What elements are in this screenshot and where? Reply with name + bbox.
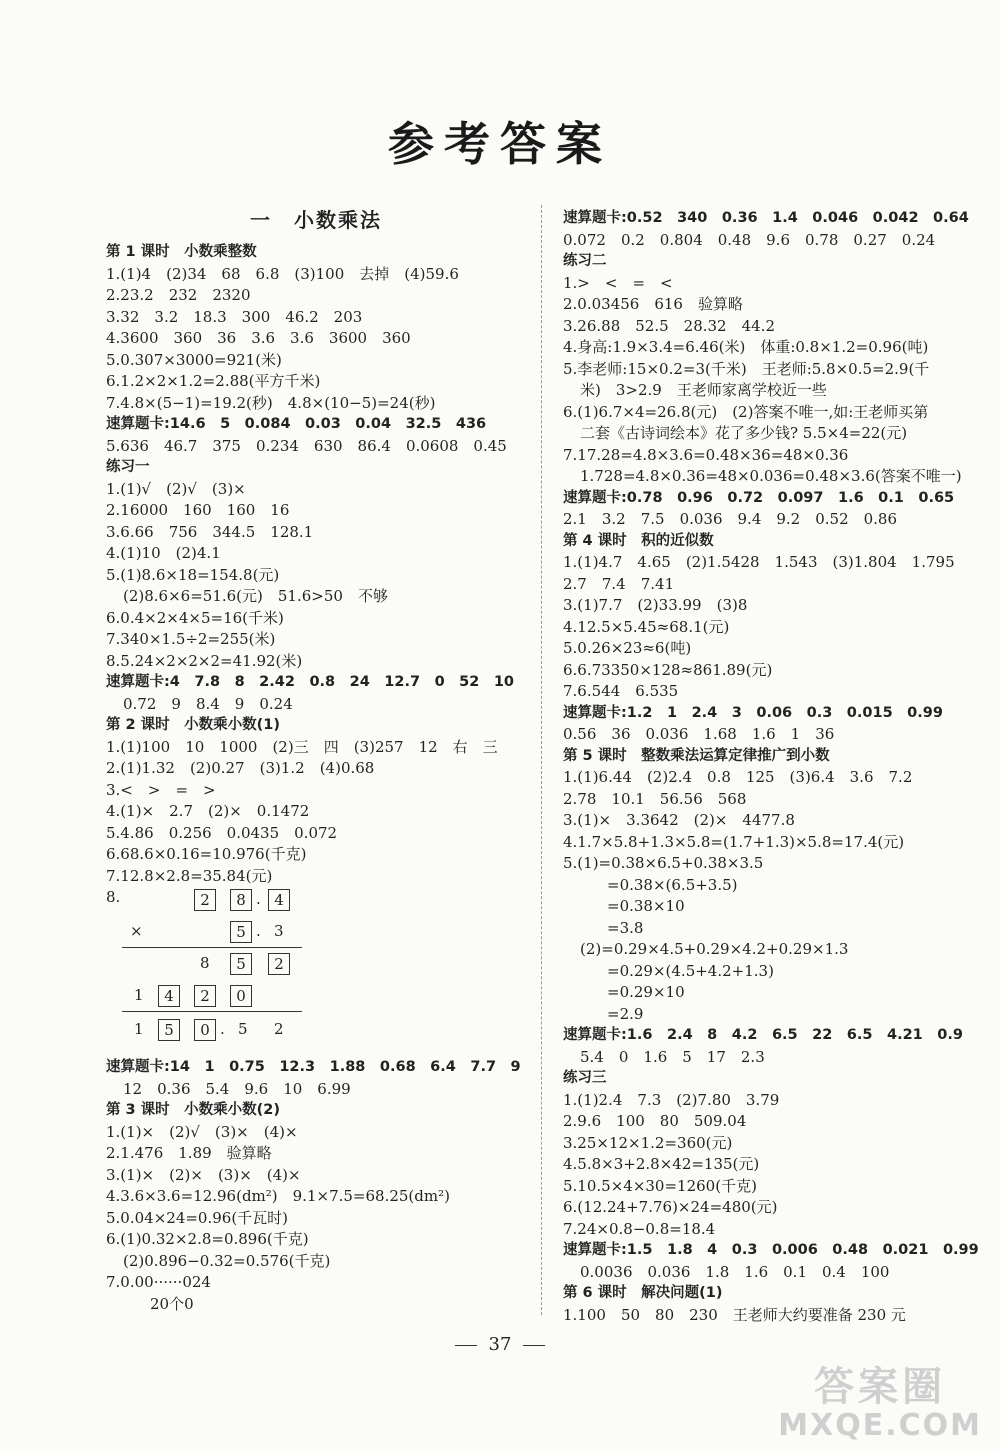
mult-digit: 5 — [238, 1020, 248, 1038]
mult-digit: . — [256, 890, 261, 908]
answer-line: =0.38×10 — [607, 897, 685, 915]
answer-line: 8.5.24×2×2×2=41.92(米) — [106, 651, 303, 670]
mult-digit: 1 — [134, 1020, 144, 1038]
mult-digit: 3 — [274, 922, 284, 940]
mult-box: 2 — [194, 985, 216, 1007]
answer-line: =0.38×(6.5+3.5) — [607, 875, 738, 894]
mult-sign: × — [130, 922, 143, 940]
answer-heading: 速算题卡:14 1 0.75 12.3 1.88 0.68 6.4 7.7 9 — [106, 1059, 521, 1075]
answer-line: 6.(12.24+7.76)×24=480(元) — [563, 1198, 778, 1216]
answer-heading: 练习三 — [563, 1070, 607, 1086]
answer-line: 4.(1)10 (2)4.1 — [106, 544, 221, 562]
answer-line: 6.6.73350×128≈861.89(元) — [563, 660, 773, 679]
answer-line: 2.1.476 1.89 验算略 — [106, 1144, 272, 1162]
answer-line: 1.> < = < — [563, 273, 673, 292]
mult-box: 2 — [194, 889, 216, 911]
right-answer-lines — [563, 208, 993, 1326]
mult-box: 0 — [194, 1019, 216, 1041]
column-divider — [541, 205, 542, 1315]
answer-line: 7.6.544 6.535 — [563, 682, 679, 700]
answer-line: 7.24×0.8−0.8=18.4 — [563, 1219, 716, 1238]
answer-line: 5.李老师:15×0.2=3(千米) 王老师:5.8×0.5=2.9(千 — [563, 359, 930, 378]
answer-line: 5.10.5×4×30=1260(千克) — [563, 1176, 757, 1195]
answer-heading: 速算题卡:4 7.8 8 2.42 0.8 24 12.7 0 52 10 — [106, 674, 515, 690]
answer-line: 2.9.6 100 80 509.04 — [563, 1112, 747, 1130]
answer-heading: 速算题卡:1.6 2.4 8 4.2 6.5 22 6.5 4.21 0.9 — [563, 1027, 963, 1043]
answer-line: 2.1 3.2 7.5 0.036 9.4 9.2 0.52 0.86 — [563, 510, 898, 528]
answer-line: 1.(1)× (2)√ (3)× (4)× — [106, 1122, 298, 1141]
answer-line: 3.(1)× (2)× (3)× (4)× — [106, 1165, 301, 1184]
answer-heading: 第 4 课时 积的近似数 — [563, 532, 714, 549]
answer-line: =0.29×(4.5+4.2+1.3) — [607, 961, 774, 980]
section-title: 一 小数乘法 — [250, 208, 382, 232]
answer-line: =0.29×10 — [607, 983, 685, 1001]
mult-box: 2 — [268, 953, 290, 975]
answer-line: 20个0 — [150, 1294, 194, 1313]
answer-line: (2)=0.29×4.5+0.29×4.2+0.29×1.3 — [580, 940, 849, 958]
mult-box: 4 — [268, 889, 290, 911]
answer-heading: 速算题卡:1.5 1.8 4 0.3 0.006 0.48 0.021 0.99 — [563, 1242, 979, 1258]
answer-heading: 速算题卡:0.78 0.96 0.72 0.097 1.6 0.1 0.65 — [563, 489, 955, 506]
answer-line: 2.78 10.1 56.56 568 — [563, 789, 747, 808]
answer-line: 5.636 46.7 375 0.234 630 86.4 0.0608 0.45 — [106, 436, 507, 455]
answer-line: 12 0.36 5.4 9.6 10 6.99 — [123, 1079, 351, 1098]
mult-digit: . — [220, 1020, 225, 1038]
answer-heading: 练习一 — [106, 459, 150, 475]
page-number: 37 — [0, 1334, 1000, 1355]
left-column — [106, 208, 526, 1315]
answer-heading: 练习二 — [563, 253, 607, 269]
answer-line: 1.728=4.8×0.36=48×0.036=0.48×3.6(答案不唯一) — [580, 467, 962, 485]
mult-box: 8 — [230, 889, 252, 911]
answer-line: 1.(1)4 (2)34 68 6.8 (3)100 去掉 (4)59.6 — [106, 264, 459, 283]
answer-line: 3.26.88 52.5 28.32 44.2 — [563, 316, 775, 335]
mult-box: 5 — [158, 1019, 180, 1041]
mult-box: 4 — [158, 985, 180, 1007]
left-answer-lines — [106, 242, 526, 887]
answer-line: 1.100 50 80 230 王老师大约要准备 230 元 — [563, 1305, 906, 1324]
mult-label: 8. — [106, 888, 121, 906]
watermark-logo: 答案圈 MXQE.COM — [778, 1364, 982, 1443]
answer-line: 5.4 0 1.6 5 17 2.3 — [580, 1047, 765, 1066]
answer-line: 7.340×1.5÷2=255(米) — [106, 630, 276, 648]
answer-line: 7.12.8×2.8=35.84(元) — [106, 866, 273, 885]
answer-line: 1.(1)2.4 7.3 (2)7.80 3.79 — [563, 1090, 780, 1109]
left-answer-lines-2 — [106, 1057, 526, 1315]
answer-line: 5.0.26×23≈6(吨) — [563, 639, 692, 657]
answer-line: (2)8.6×6=51.6(元) 51.6>50 不够 — [123, 587, 388, 605]
answer-line: 5.0.307×3000=921(米) — [106, 350, 282, 369]
mult-digit: 8 — [200, 954, 210, 972]
answer-heading: 速算题卡:0.52 340 0.36 1.4 0.046 0.042 0.64 — [563, 210, 969, 226]
answer-line: 二套《古诗词绘本》花了多少钱? 5.5×4=22(元) — [580, 424, 908, 442]
answer-line: 5.0.04×24=0.96(千瓦时) — [106, 1208, 289, 1227]
mult-box: 0 — [230, 985, 252, 1007]
answer-line: 4.5.8×3+2.8×42=135(元) — [563, 1155, 760, 1173]
answer-line: 2.0.03456 616 验算略 — [563, 295, 743, 313]
answer-line: 2.16000 160 160 16 — [106, 501, 290, 519]
multiplication-grid — [106, 887, 526, 1057]
answer-line: 7.4.8×(5−1)=19.2(秒) 4.8×(10−5)=24(秒) — [106, 393, 436, 412]
answer-heading: 第 3 课时 小数乘小数(2) — [106, 1102, 281, 1118]
answer-heading: 第 6 课时 解决问题(1) — [563, 1285, 723, 1301]
answer-line: 3.< > = > — [106, 780, 216, 799]
mult-digit: 2 — [274, 1020, 284, 1038]
answer-line: 5.4.86 0.256 0.0435 0.072 — [106, 823, 338, 842]
answer-line: 5.(1)8.6×18=154.8(元) — [106, 565, 280, 584]
answer-line: 1.(1)√ (2)√ (3)× — [106, 479, 246, 498]
answer-line: 6.1.2×2×1.2=2.88(平方千米) — [106, 372, 321, 390]
answer-line: 4.12.5×5.45≈68.1(元) — [563, 617, 730, 636]
answer-heading: 第 1 课时 小数乘整数 — [106, 244, 257, 260]
answer-line: 3.(1)7.7 (2)33.99 (3)8 — [563, 596, 748, 614]
answer-line: 7.0.00······024 — [106, 1273, 211, 1291]
answer-heading: 第 5 课时 整数乘法运算定律推广到小数 — [563, 747, 830, 764]
answer-line: 0.56 36 0.036 1.68 1.6 1 36 — [563, 725, 835, 743]
answer-line: 4.3600 360 36 3.6 3.6 3600 360 — [106, 329, 411, 347]
answer-heading: 速算题卡:14.6 5 0.084 0.03 0.04 32.5 436 — [106, 416, 487, 432]
right-column — [563, 208, 993, 1326]
mult-digit: 1 — [134, 986, 144, 1004]
answer-line: =3.8 — [607, 918, 644, 937]
answer-heading: 第 2 课时 小数乘小数(1) — [106, 717, 281, 733]
answer-line: 4.1.7×5.8+1.3×5.8=(1.7+1.3)×5.8=17.4(元) — [563, 832, 905, 851]
answer-line: (2)0.896−0.32=0.576(千克) — [123, 1251, 331, 1270]
mult-rule — [122, 947, 302, 948]
answer-heading: 速算题卡:1.2 1 2.4 3 0.06 0.3 0.015 0.99 — [563, 704, 943, 721]
answer-line: 3.32 3.2 18.3 300 46.2 203 — [106, 307, 363, 326]
answer-line: 6.(1)6.7×4=26.8(元) (2)答案不唯一,如:王老师买第 — [563, 402, 929, 421]
mult-box: 5 — [230, 953, 252, 975]
answer-line: 2.(1)1.32 (2)0.27 (3)1.2 (4)0.68 — [106, 759, 375, 777]
mult-box: 5 — [230, 921, 252, 943]
answer-line: 0.72 9 8.4 9 0.24 — [123, 694, 293, 713]
answer-line: 6.0.4×2×4×5=16(千米) — [106, 608, 284, 627]
answer-line: 1.(1)4.7 4.65 (2)1.5428 1.543 (3)1.804 1.795 — [563, 553, 955, 571]
answer-line: 5.(1)=0.38×6.5+0.38×3.5 — [563, 854, 764, 872]
answer-line: 7.17.28=4.8×3.6=0.48×36=48×0.36 — [563, 445, 849, 464]
answer-line: 2.23.2 232 2320 — [106, 286, 251, 304]
page-title: 参考答案 — [388, 117, 612, 171]
answer-line: 1.(1)100 10 1000 (2)三 四 (3)257 12 右 三 — [106, 737, 498, 756]
answer-line: 3.6.66 756 344.5 128.1 — [106, 522, 314, 541]
answer-line: 4.身高:1.9×3.4=6.46(米) 体重:0.8×1.2=0.96(吨) — [563, 338, 929, 356]
answer-line: 6.68.6×0.16=10.976(千克) — [106, 845, 307, 863]
answer-line: 4.3.6×3.6=12.96(dm²) 9.1×7.5=68.25(dm²) — [106, 1187, 450, 1205]
answer-line: 6.(1)0.32×2.8=0.896(千克) — [106, 1230, 309, 1248]
answer-line: 3.(1)× 3.3642 (2)× 4477.8 — [563, 811, 795, 829]
answer-line: 0.0036 0.036 1.8 1.6 0.1 0.4 100 — [580, 1262, 890, 1281]
mult-rule — [122, 1011, 302, 1012]
answer-line: =2.9 — [607, 1004, 644, 1023]
answer-line: 0.072 0.2 0.804 0.48 9.6 0.78 0.27 0.24 — [563, 230, 936, 249]
mult-digit: . — [256, 922, 261, 940]
answer-line: 米) 3>2.9 王老师家离学校近一些 — [580, 381, 827, 399]
answer-line: 2.7 7.4 7.41 — [563, 574, 675, 593]
answer-line: 4.(1)× 2.7 (2)× 0.1472 — [106, 802, 310, 820]
answer-line: 3.25×12×1.2=360(元) — [563, 1133, 733, 1152]
answer-line: 1.(1)6.44 (2)2.4 0.8 125 (3)6.4 3.6 7.2 — [563, 768, 913, 786]
